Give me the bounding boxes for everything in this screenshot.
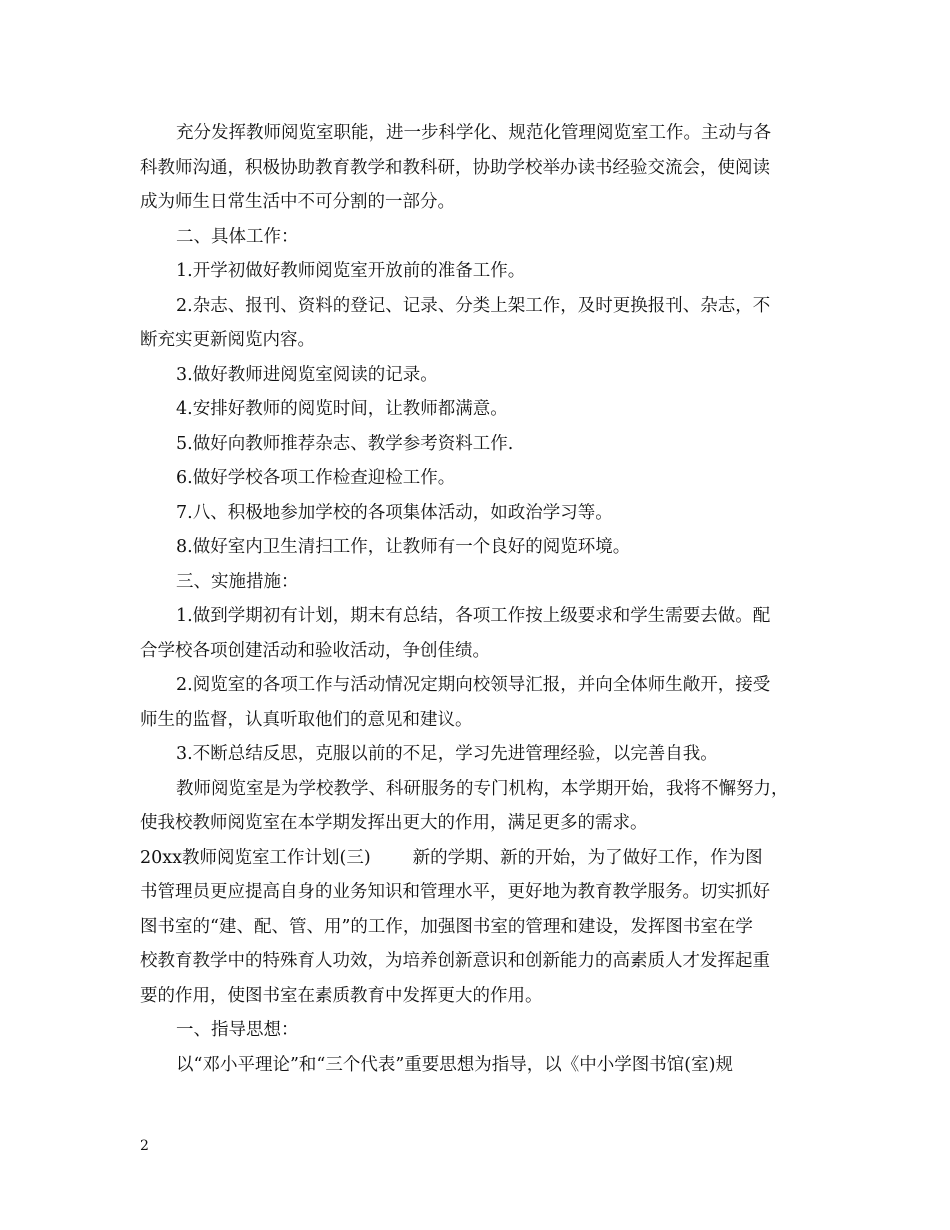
list-item: 3.做好教师进阅览室阅读的记录。 xyxy=(176,364,438,385)
list-item: 2.阅览室的各项工作与活动情况定期向校领导汇报，并向全体师生敞开，接受 xyxy=(176,675,771,695)
document-body xyxy=(140,116,812,1082)
paragraph-start: 新的学期、新的开始，为了做好工作，作为图 xyxy=(412,847,763,868)
paragraph-line: 书管理员更应提高自身的业务知识和管理水平，更好地为教育教学服务。切实抓好 xyxy=(140,882,770,902)
list-item: 8.做好室内卫生清扫工作，让教师有一个良好的阅览环境。 xyxy=(176,537,631,557)
plan-title: 20xx教师阅览室工作计划(三) xyxy=(140,847,371,868)
paragraph-line: 使我校教师阅览室在本学期发挥出更大的作用，满足更多的需求。 xyxy=(140,813,648,833)
paragraph-line: 图书室的“建、配、管、用”的工作，加强图书室的管理和建设，发挥图书室在学 xyxy=(140,916,753,937)
list-item: 5.做好向教师推荐杂志、教学参考资料工作. xyxy=(176,433,514,454)
list-item: 1.做到学期初有计划，期末有总结，各项工作按上级要求和学生需要去做。配 xyxy=(176,606,771,626)
section-heading: 一、指导思想： xyxy=(176,1020,299,1040)
paragraph-line: 校教育教学中的特殊育人功效，为培养创新意识和创新能力的高素质人才发挥起重 xyxy=(140,951,770,971)
plan-title-line xyxy=(140,841,812,876)
section-heading: 三、实施措施： xyxy=(176,571,299,592)
list-item: 1.开学初做好教师阅览室开放前的准备工作。 xyxy=(176,261,526,281)
page-number: 2 xyxy=(140,1138,149,1154)
section-heading: 二、具体工作： xyxy=(176,226,299,247)
paragraph-line: 要的作用，使图书室在素质教育中发挥更大的作用。 xyxy=(140,985,543,1006)
paragraph-line: 成为师生日常生活中不可分割的一部分。 xyxy=(140,192,455,212)
list-item-continuation: 师生的监督，认真听取他们的意见和建议。 xyxy=(140,709,473,730)
list-item: 4.安排好教师的阅览时间，让教师都满意。 xyxy=(176,399,508,419)
paragraph-line: 以“邓小平理论”和“三个代表”重要思想为指导，以《中小学图书馆(室)规 xyxy=(176,1054,733,1075)
list-item-continuation: 合学校各项创建活动和验收活动，争创佳绩。 xyxy=(140,640,490,661)
list-item: 2.杂志、报刊、资料的登记、记录、分类上架工作，及时更换报刊、杂志，不 xyxy=(176,295,771,316)
list-item-continuation: 断充实更新阅览内容。 xyxy=(140,330,315,350)
list-item: 6.做好学校各项工作检查迎检工作。 xyxy=(176,468,456,488)
paragraph-line: 教师阅览室是为学校教学、科研服务的专门机构，本学期开始，我将不懈努力， xyxy=(176,778,789,799)
paragraph-line: 科教师沟通，积极协助教育教学和教科研，协助学校举办读书经验交流会，使阅读 xyxy=(140,157,770,178)
list-item: 3.不断总结反思，克服以前的不足，学习先进管理经验，以完善自我。 xyxy=(176,744,718,764)
list-item: 7.八、积极地参加学校的各项集体活动，如政治学习等。 xyxy=(176,502,613,523)
paragraph-line: 充分发挥教师阅览室职能，进一步科学化、规范化管理阅览室工作。主动与各 xyxy=(176,123,771,143)
